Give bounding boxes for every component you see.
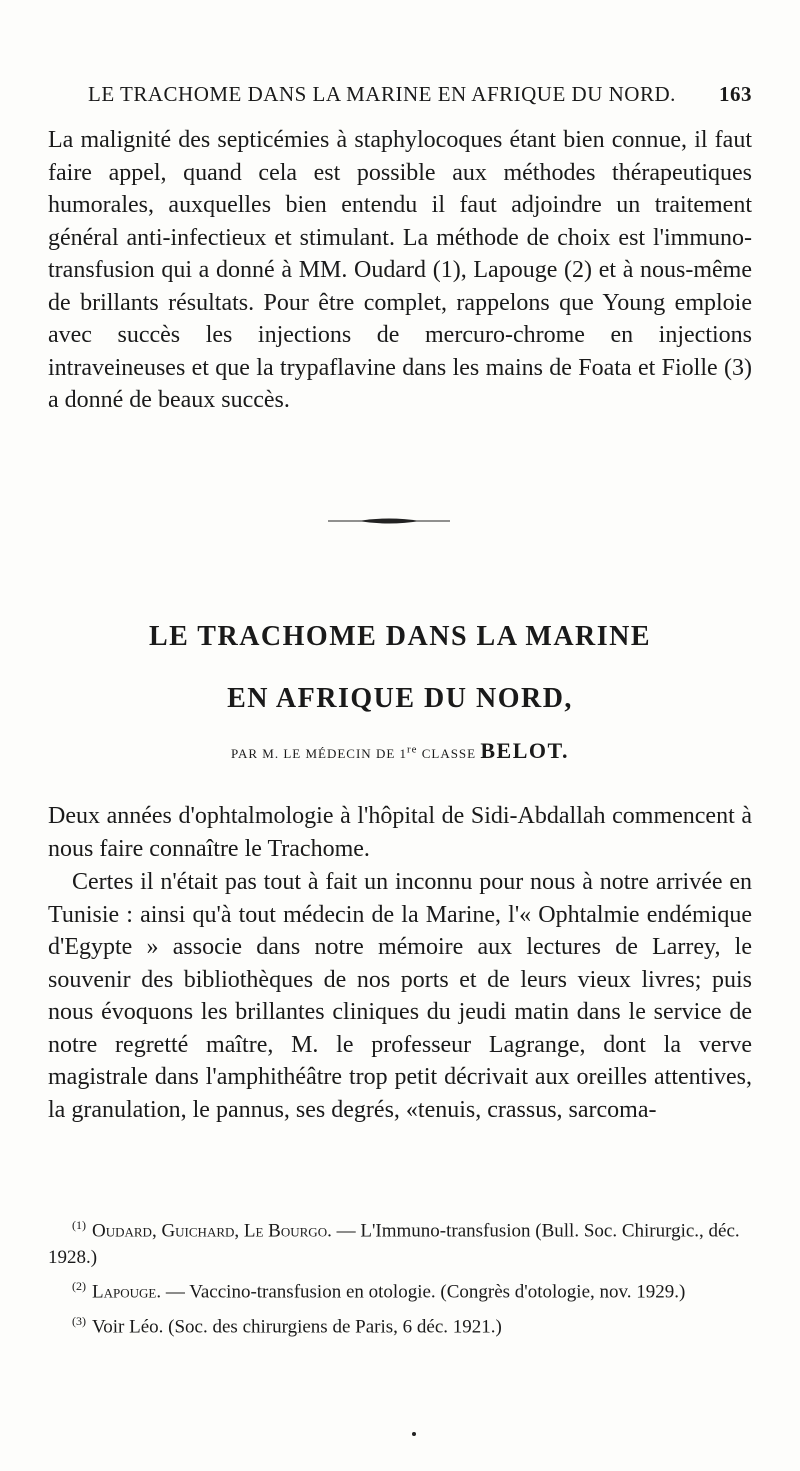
- footnote-authors: Oudard, Guichard, Le Bourgo.: [92, 1220, 332, 1242]
- byline-prefix: PAR M. LE MÉDECIN DE 1: [230, 746, 408, 761]
- article-title-line-2: EN AFRIQUE DU NORD,: [227, 683, 573, 714]
- footnote-3: [48, 1308, 758, 1340]
- byline-ordinal: re: [407, 743, 418, 756]
- byline-class: CLASSE: [417, 746, 481, 761]
- footnote-authors: Lapouge.: [92, 1281, 162, 1303]
- footnote-text: — L'Immuno-transfusion (Bull. Soc. Chirurgic., déc. 1928.): [48, 1220, 740, 1269]
- paragraph-intro: Deux années d'ophtalmologie à l'hôpital de Sidi-Abdallah commencent à nous faire connaître le Trachome.: [48, 803, 752, 862]
- paragraph-septicemia-treatment: La malignité des septicémies à staphylocoques étant bien connue, il faut faire appel, quand cela est possible aux méthodes thérapeutiques humorales, auxquelles bien entendu il faut adjoindre un traitement général anti-infectieux et stimulant. La méthode de choix est l'immuno-transfusion qui a donné à MM. Oudard (1), Lapouge (2) et à nous-même de brillants résultats. Pour être complet, rappelons que Young emploie avec succès les injections de mercuro-chrome en injections intraveineuses et que la trypaflavine dans les mains de Foata et Fiolle (3) a donné de beaux succès.: [48, 127, 752, 413]
- ink-speck: [412, 1432, 416, 1436]
- running-title: LE TRACHOME DANS LA MARINE EN AFRIQUE DU NORD.: [88, 82, 676, 106]
- footnotes: [48, 1212, 758, 1342]
- article-byline: [0, 738, 800, 764]
- footnote-1: [48, 1212, 758, 1271]
- footnote-text: Voir Léo. (Soc. des chirurgiens de Paris, 6 déc. 1921.): [92, 1315, 502, 1337]
- page-number: 163: [719, 82, 752, 106]
- section-divider-ornament: [328, 517, 450, 525]
- byline-author: BELOT.: [480, 738, 570, 763]
- footnote-text: — Vaccino-transfusion en otologie. (Congrès d'otologie, nov. 1929.): [161, 1281, 686, 1303]
- article-title-line-1: LE TRACHOME DANS LA MARINE: [148, 621, 652, 652]
- footnote-2: [48, 1273, 758, 1305]
- footnote-marker: (2): [72, 1279, 86, 1294]
- footnote-marker: (1): [72, 1218, 86, 1232]
- paragraph-trachoma-memories: Certes il n'était pas tout à fait un inconnu pour nous à notre arrivée en Tunisie : ainsi qu'à tout médecin de la Marine, l'« Ophtalmie endémique d'Egypte » associe dans notre mémoire aux lectures de Larrey, le souvenir des bibliothèques de nos ports et de leurs vieux livres; puis nous évoquons les brillantes cliniques du jeudi matin dans le service de notre regretté maître, M. le professeur Lagrange, dont la verve magistrale dans l'amphithéâtre trop petit décrivait aux oreilles attentives, la granulation, le pannus, ses degrés, «tenuis, crassus, sarcoma-: [48, 869, 752, 1123]
- footnote-marker: (3): [72, 1313, 86, 1328]
- running-header: [88, 82, 752, 107]
